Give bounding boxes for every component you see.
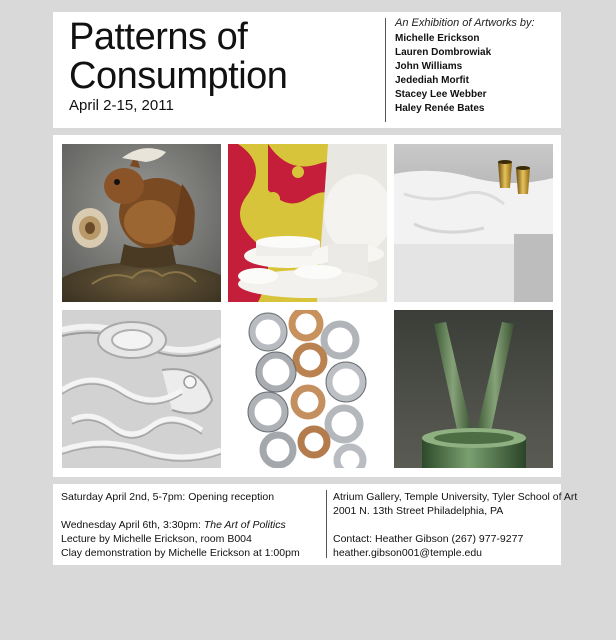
artist-name: Lauren Dombrowiak — [395, 47, 492, 58]
artist-name: Jedediah Morfit — [395, 75, 469, 86]
lecture-time — [61, 518, 323, 532]
artist-name: Haley Renée Bates — [395, 103, 485, 114]
exhibition-dates: April 2-15, 2011 — [69, 97, 174, 114]
footer-divider — [326, 490, 327, 558]
header-divider — [385, 18, 386, 122]
contact-email: heather.gibson001@temple.edu — [333, 547, 483, 559]
contact-phone: Contact: Heather Gibson (267) 977-9277 — [333, 533, 524, 545]
footer-panel — [53, 484, 578, 565]
venue-name: Atrium Gallery, Temple University, Tyler School of Art — [333, 491, 578, 503]
venue-contact — [333, 490, 578, 560]
green-ceramic-vessel-image — [394, 310, 553, 468]
artist-name: Michelle Erickson — [395, 33, 480, 44]
title-line-1: Patterns of — [69, 16, 248, 58]
coin-chain-links-image — [228, 310, 387, 468]
lecture-when: Wednesday April 6th, 3:30pm: — [61, 519, 204, 531]
white-relief-carving-image — [62, 310, 221, 468]
opening-reception: Saturday April 2nd, 5-7pm: Opening reception — [61, 491, 275, 503]
title-line-2: Consumption — [69, 55, 288, 97]
artwork-gallery — [53, 135, 561, 477]
venue-address: 2001 N. 13th Street Philadelphia, PA — [333, 505, 504, 517]
lecture-title: The Art of Politics — [203, 519, 286, 531]
white-porcelain-tableware-image — [228, 144, 387, 302]
event-schedule — [61, 490, 323, 560]
gold-cups-on-white-cloth-image — [394, 144, 553, 302]
header-panel — [53, 12, 561, 128]
lecture-by: Lecture by Michelle Erickson, room B004 — [61, 533, 252, 545]
clay-demonstration: Clay demonstration by Michelle Erickson at 1:00pm — [61, 547, 300, 559]
artist-name: Stacey Lee Webber — [395, 89, 487, 100]
artist-name: John Williams — [395, 61, 463, 72]
artists-intro: An Exhibition of Artworks by: — [395, 17, 535, 29]
exhibition-title — [69, 18, 287, 96]
ceramic-squirrel-teapot-image — [62, 144, 221, 302]
artist-list — [395, 17, 535, 116]
